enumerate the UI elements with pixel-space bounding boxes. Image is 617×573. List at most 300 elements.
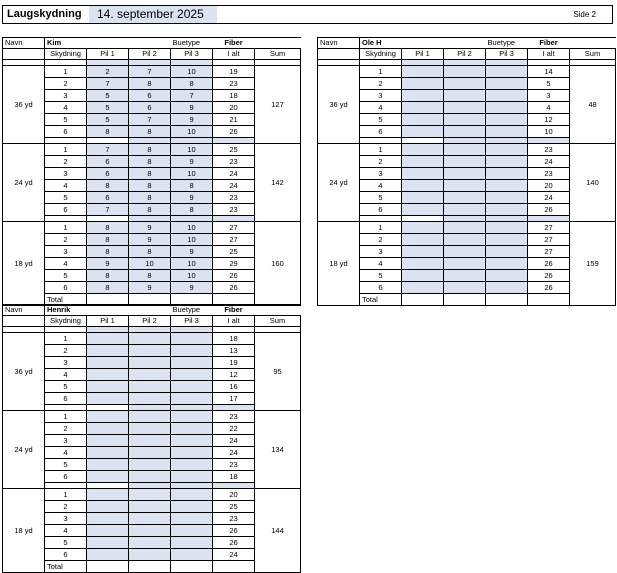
- table-row: [318, 222, 616, 234]
- col-header-skydning: Skydning: [45, 49, 87, 60]
- arrow-3-score: 9: [171, 102, 213, 114]
- round-total: 27: [528, 222, 570, 234]
- distance-sum: 140: [570, 144, 616, 222]
- round-total: 26: [528, 282, 570, 294]
- arrow-1-score: [87, 411, 129, 423]
- arrow-2-score: 7: [129, 66, 171, 78]
- round-number: 2: [45, 345, 87, 357]
- round-total: 20: [213, 102, 255, 114]
- arrow-2-score: [444, 234, 486, 246]
- arrow-1-score: [402, 192, 444, 204]
- name-label: Navn: [3, 305, 45, 316]
- round-total: 17: [213, 393, 255, 405]
- round-total: 26: [213, 282, 255, 294]
- arrow-1-score: 7: [87, 78, 129, 90]
- col-header-sum: Sum: [255, 316, 301, 327]
- arrow-2-score: [129, 489, 171, 501]
- arrow-1-score: 7: [87, 144, 129, 156]
- arrow-3-score: [171, 423, 213, 435]
- arrow-1-score: [402, 270, 444, 282]
- arrow-3-score: [486, 234, 528, 246]
- arrow-3-score: [171, 459, 213, 471]
- arrow-3-score: [171, 447, 213, 459]
- arrow-1-score: 8: [87, 222, 129, 234]
- arrow-3-score: 10: [171, 168, 213, 180]
- arrow-2-score: [444, 270, 486, 282]
- arrow-1-score: 8: [87, 270, 129, 282]
- archer-name: Ole H: [360, 38, 486, 49]
- arrow-2-score: [129, 513, 171, 525]
- round-number: 5: [360, 270, 402, 282]
- distance-sum: 48: [570, 66, 616, 144]
- round-number: 6: [45, 126, 87, 138]
- blank-cell: [318, 49, 360, 60]
- blank-cell: [3, 49, 45, 60]
- scorecard-1: [317, 37, 616, 306]
- arrow-3-score: [486, 204, 528, 216]
- table-row: [3, 489, 301, 501]
- bow-type-label: Buetype: [171, 38, 213, 49]
- arrow-1-score: [402, 246, 444, 258]
- round-number: 3: [360, 90, 402, 102]
- round-number: 2: [360, 234, 402, 246]
- distance-sum: 127: [255, 66, 301, 144]
- arrow-2-score: 9: [129, 282, 171, 294]
- distance-label: 36 yd: [3, 333, 45, 411]
- round-total: 23: [213, 192, 255, 204]
- round-total: 20: [528, 180, 570, 192]
- arrow-2-score: [129, 393, 171, 405]
- distance-label: 24 yd: [3, 144, 45, 222]
- arrow-3-score: [171, 381, 213, 393]
- arrow-1-score: [87, 525, 129, 537]
- arrow-3-score: [486, 192, 528, 204]
- round-total: 23: [213, 459, 255, 471]
- blank-cell: [255, 38, 301, 49]
- arrow-2-score: 7: [129, 114, 171, 126]
- blank-cell: [255, 305, 301, 316]
- table-row: [318, 66, 616, 78]
- arrow-3-score: [486, 168, 528, 180]
- round-number: 1: [45, 66, 87, 78]
- arrow-1-score: [402, 222, 444, 234]
- round-number: 1: [360, 66, 402, 78]
- arrow-2-score: [444, 66, 486, 78]
- arrow-2-score: [444, 156, 486, 168]
- arrow-3-score: [486, 270, 528, 282]
- round-number: 3: [45, 513, 87, 525]
- arrow-2-score: [129, 381, 171, 393]
- arrow-1-score: [402, 204, 444, 216]
- arrow-1-score: [402, 156, 444, 168]
- arrow-3-score: [171, 435, 213, 447]
- arrow-2-score: [444, 90, 486, 102]
- round-number: 1: [45, 333, 87, 345]
- arrow-1-score: [402, 114, 444, 126]
- arrow-2-score: [129, 435, 171, 447]
- arrow-1-score: [87, 459, 129, 471]
- round-total: 26: [528, 258, 570, 270]
- arrow-1-score: 8: [87, 126, 129, 138]
- round-number: 5: [360, 192, 402, 204]
- arrow-2-score: 8: [129, 144, 171, 156]
- arrow-2-score: 6: [129, 102, 171, 114]
- bow-type: Fiber: [213, 305, 255, 316]
- arrow-3-score: [171, 537, 213, 549]
- arrow-2-score: 8: [129, 192, 171, 204]
- arrow-3-score: [171, 489, 213, 501]
- col-header-ialt: I alt: [528, 49, 570, 60]
- arrow-2-score: [129, 537, 171, 549]
- arrow-2-score: 8: [129, 246, 171, 258]
- arrow-1-score: [87, 537, 129, 549]
- arrow-3-score: [486, 102, 528, 114]
- sheet-header: [2, 5, 613, 24]
- arrow-2-score: 10: [129, 258, 171, 270]
- distance-label: 18 yd: [318, 222, 360, 306]
- archer-name: Kim: [45, 38, 171, 49]
- arrow-2-score: 8: [129, 78, 171, 90]
- bow-type-label: Buetype: [171, 305, 213, 316]
- arrow-2-score: [444, 126, 486, 138]
- arrow-3-score: [171, 357, 213, 369]
- arrow-3-score: 9: [171, 156, 213, 168]
- scorecard-2: [2, 304, 301, 573]
- round-total: 16: [213, 381, 255, 393]
- round-number: 4: [45, 102, 87, 114]
- arrow-1-score: 6: [87, 192, 129, 204]
- arrow-3-score: [171, 333, 213, 345]
- arrow-3-score: 10: [171, 144, 213, 156]
- arrow-2-score: [444, 144, 486, 156]
- arrow-2-score: [444, 204, 486, 216]
- arrow-2-score: [444, 192, 486, 204]
- arrow-3-score: 10: [171, 66, 213, 78]
- arrow-3-score: [171, 513, 213, 525]
- round-number: 5: [45, 192, 87, 204]
- col-header-ialt: I alt: [213, 316, 255, 327]
- round-total: 18: [213, 90, 255, 102]
- arrow-3-score: 9: [171, 114, 213, 126]
- round-number: 4: [45, 258, 87, 270]
- round-total: 24: [213, 549, 255, 561]
- round-number: 5: [45, 270, 87, 282]
- round-number: 2: [360, 156, 402, 168]
- blank-cell: [87, 561, 129, 573]
- round-number: 2: [45, 501, 87, 513]
- round-number: 6: [45, 204, 87, 216]
- round-total: 29: [213, 258, 255, 270]
- arrow-3-score: [486, 114, 528, 126]
- distance-sum: 134: [255, 411, 301, 489]
- arrow-3-score: 10: [171, 258, 213, 270]
- col-header-pil2: Pil 2: [129, 49, 171, 60]
- round-number: 4: [45, 447, 87, 459]
- round-number: 5: [360, 114, 402, 126]
- arrow-1-score: [402, 282, 444, 294]
- round-total: 23: [528, 168, 570, 180]
- arrow-2-score: [444, 282, 486, 294]
- round-number: 1: [45, 411, 87, 423]
- distance-sum: 159: [570, 222, 616, 306]
- round-total: 20: [213, 489, 255, 501]
- arrow-1-score: 8: [87, 180, 129, 192]
- bow-type: Fiber: [213, 38, 255, 49]
- round-number: 6: [45, 282, 87, 294]
- round-total: 25: [213, 501, 255, 513]
- round-total: 26: [213, 270, 255, 282]
- arrow-1-score: 6: [87, 156, 129, 168]
- arrow-3-score: 8: [171, 78, 213, 90]
- arrow-1-score: [87, 381, 129, 393]
- arrow-1-score: [87, 489, 129, 501]
- arrow-2-score: [129, 549, 171, 561]
- table-row: [3, 222, 301, 234]
- arrow-2-score: [129, 333, 171, 345]
- round-number: 4: [45, 525, 87, 537]
- round-number: 1: [45, 489, 87, 501]
- arrow-1-score: [402, 66, 444, 78]
- round-total: 13: [213, 345, 255, 357]
- round-total: 23: [213, 513, 255, 525]
- arrow-3-score: [171, 411, 213, 423]
- arrow-1-score: 9: [87, 258, 129, 270]
- blank-cell: [402, 294, 444, 306]
- arrow-2-score: [444, 222, 486, 234]
- round-number: 4: [360, 102, 402, 114]
- arrow-3-score: [171, 525, 213, 537]
- col-header-pil1: Pil 1: [87, 49, 129, 60]
- round-number: 2: [45, 423, 87, 435]
- arrow-3-score: 8: [171, 180, 213, 192]
- round-number: 3: [45, 168, 87, 180]
- arrow-3-score: 10: [171, 222, 213, 234]
- blank-cell: [171, 561, 213, 573]
- round-total: 26: [528, 270, 570, 282]
- arrow-1-score: 5: [87, 102, 129, 114]
- event-date: 14. september 2025: [89, 6, 217, 23]
- round-number: 3: [45, 90, 87, 102]
- arrow-3-score: [171, 369, 213, 381]
- round-total: 5: [528, 78, 570, 90]
- arrow-2-score: [129, 357, 171, 369]
- table-row: [3, 333, 301, 345]
- col-header-pil2: Pil 2: [444, 49, 486, 60]
- arrow-1-score: [87, 369, 129, 381]
- arrow-3-score: [171, 471, 213, 483]
- col-header-pil3: Pil 3: [171, 49, 213, 60]
- round-total: 24: [213, 180, 255, 192]
- table-row: [3, 411, 301, 423]
- table-row: [3, 144, 301, 156]
- bow-type-label: Buetype: [486, 38, 528, 49]
- arrow-3-score: 10: [171, 270, 213, 282]
- arrow-1-score: [402, 144, 444, 156]
- round-total: 23: [213, 204, 255, 216]
- arrow-2-score: 6: [129, 90, 171, 102]
- distance-sum: 144: [255, 489, 301, 573]
- distance-sum: 160: [255, 222, 301, 306]
- round-total: 23: [213, 78, 255, 90]
- round-total: 23: [213, 411, 255, 423]
- distance-label: 24 yd: [3, 411, 45, 489]
- col-header-skydning: Skydning: [360, 49, 402, 60]
- arrow-2-score: [444, 102, 486, 114]
- col-header-pil3: Pil 3: [171, 316, 213, 327]
- arrow-3-score: [171, 393, 213, 405]
- round-number: 4: [45, 180, 87, 192]
- round-number: 3: [360, 168, 402, 180]
- scorecard-0: [2, 37, 301, 306]
- round-number: 6: [360, 126, 402, 138]
- arrow-1-score: [87, 501, 129, 513]
- round-number: 5: [45, 537, 87, 549]
- arrow-3-score: 7: [171, 90, 213, 102]
- arrow-2-score: 8: [129, 180, 171, 192]
- distance-sum: 142: [255, 144, 301, 222]
- distance-label: 36 yd: [3, 66, 45, 144]
- col-header-pil2: Pil 2: [129, 316, 171, 327]
- arrow-2-score: 9: [129, 222, 171, 234]
- arrow-2-score: [444, 168, 486, 180]
- arrow-2-score: [444, 258, 486, 270]
- round-total: 24: [213, 447, 255, 459]
- round-total: 24: [528, 156, 570, 168]
- arrow-2-score: 8: [129, 270, 171, 282]
- col-header-skydning: Skydning: [45, 316, 87, 327]
- round-total: 12: [528, 114, 570, 126]
- round-total: 21: [213, 114, 255, 126]
- arrow-1-score: [402, 102, 444, 114]
- arrow-1-score: [402, 180, 444, 192]
- round-total: 26: [213, 126, 255, 138]
- arrow-3-score: [486, 144, 528, 156]
- arrow-3-score: 10: [171, 234, 213, 246]
- arrow-2-score: [444, 114, 486, 126]
- round-number: 5: [45, 459, 87, 471]
- distance-label: 36 yd: [318, 66, 360, 144]
- blank-cell: [528, 294, 570, 306]
- distance-sum: 95: [255, 333, 301, 411]
- arrow-1-score: 2: [87, 66, 129, 78]
- round-number: 2: [45, 234, 87, 246]
- round-total: 26: [213, 537, 255, 549]
- round-total: 22: [213, 423, 255, 435]
- round-total: 14: [528, 66, 570, 78]
- arrow-1-score: 7: [87, 204, 129, 216]
- arrow-2-score: 8: [129, 126, 171, 138]
- round-number: 4: [360, 180, 402, 192]
- arrow-2-score: 8: [129, 204, 171, 216]
- distance-label: 24 yd: [318, 144, 360, 222]
- arrow-1-score: [87, 333, 129, 345]
- arrow-3-score: [486, 66, 528, 78]
- arrow-3-score: 9: [171, 192, 213, 204]
- name-label: Navn: [318, 38, 360, 49]
- name-label: Navn: [3, 38, 45, 49]
- arrow-2-score: [129, 411, 171, 423]
- arrow-2-score: [129, 447, 171, 459]
- arrow-1-score: [87, 513, 129, 525]
- blank-cell: [213, 561, 255, 573]
- round-total: 27: [213, 222, 255, 234]
- round-total: 26: [213, 525, 255, 537]
- arrow-1-score: [87, 393, 129, 405]
- arrow-1-score: 5: [87, 114, 129, 126]
- round-number: 2: [45, 156, 87, 168]
- arrow-3-score: 8: [171, 204, 213, 216]
- round-total: 27: [528, 234, 570, 246]
- distance-label: 18 yd: [3, 222, 45, 306]
- round-total: 18: [213, 333, 255, 345]
- round-number: 4: [360, 258, 402, 270]
- distance-label: 18 yd: [3, 489, 45, 573]
- arrow-1-score: [87, 345, 129, 357]
- arrow-2-score: [129, 471, 171, 483]
- round-number: 3: [360, 246, 402, 258]
- arrow-3-score: [486, 78, 528, 90]
- arrow-2-score: 8: [129, 168, 171, 180]
- table-row: [3, 66, 301, 78]
- arrow-3-score: [486, 282, 528, 294]
- blank-cell: [129, 561, 171, 573]
- blank-cell: [3, 316, 45, 327]
- round-total: 4: [528, 102, 570, 114]
- total-label: Total: [45, 294, 87, 306]
- round-number: 2: [45, 78, 87, 90]
- blank-cell: [486, 294, 528, 306]
- arrow-3-score: [486, 222, 528, 234]
- round-number: 6: [45, 471, 87, 483]
- arrow-1-score: 6: [87, 168, 129, 180]
- arrow-3-score: [486, 246, 528, 258]
- arrow-1-score: [87, 423, 129, 435]
- total-label: Total: [45, 561, 87, 573]
- blank-cell: [444, 294, 486, 306]
- round-total: 12: [213, 369, 255, 381]
- blank-cell: [570, 38, 616, 49]
- round-total: 18: [213, 471, 255, 483]
- round-number: 5: [45, 114, 87, 126]
- round-number: 2: [360, 78, 402, 90]
- arrow-3-score: [486, 90, 528, 102]
- round-total: 19: [213, 357, 255, 369]
- round-total: 24: [213, 168, 255, 180]
- arrow-2-score: [129, 459, 171, 471]
- round-number: 4: [45, 369, 87, 381]
- round-total: 23: [528, 144, 570, 156]
- arrow-3-score: 9: [171, 246, 213, 258]
- page-number: Side 2: [573, 10, 596, 19]
- sheet-title: Laugskydning: [7, 8, 82, 20]
- arrow-2-score: [129, 501, 171, 513]
- arrow-1-score: [87, 549, 129, 561]
- arrow-1-score: [87, 447, 129, 459]
- arrow-3-score: 10: [171, 126, 213, 138]
- round-number: 3: [45, 435, 87, 447]
- arrow-2-score: [129, 369, 171, 381]
- arrow-1-score: 8: [87, 246, 129, 258]
- arrow-1-score: [87, 435, 129, 447]
- arrow-3-score: [486, 258, 528, 270]
- arrow-3-score: [171, 345, 213, 357]
- round-total: 24: [213, 435, 255, 447]
- col-header-pil1: Pil 1: [87, 316, 129, 327]
- arrow-3-score: 9: [171, 282, 213, 294]
- round-total: 25: [213, 246, 255, 258]
- arrow-1-score: [402, 168, 444, 180]
- bow-type: Fiber: [528, 38, 570, 49]
